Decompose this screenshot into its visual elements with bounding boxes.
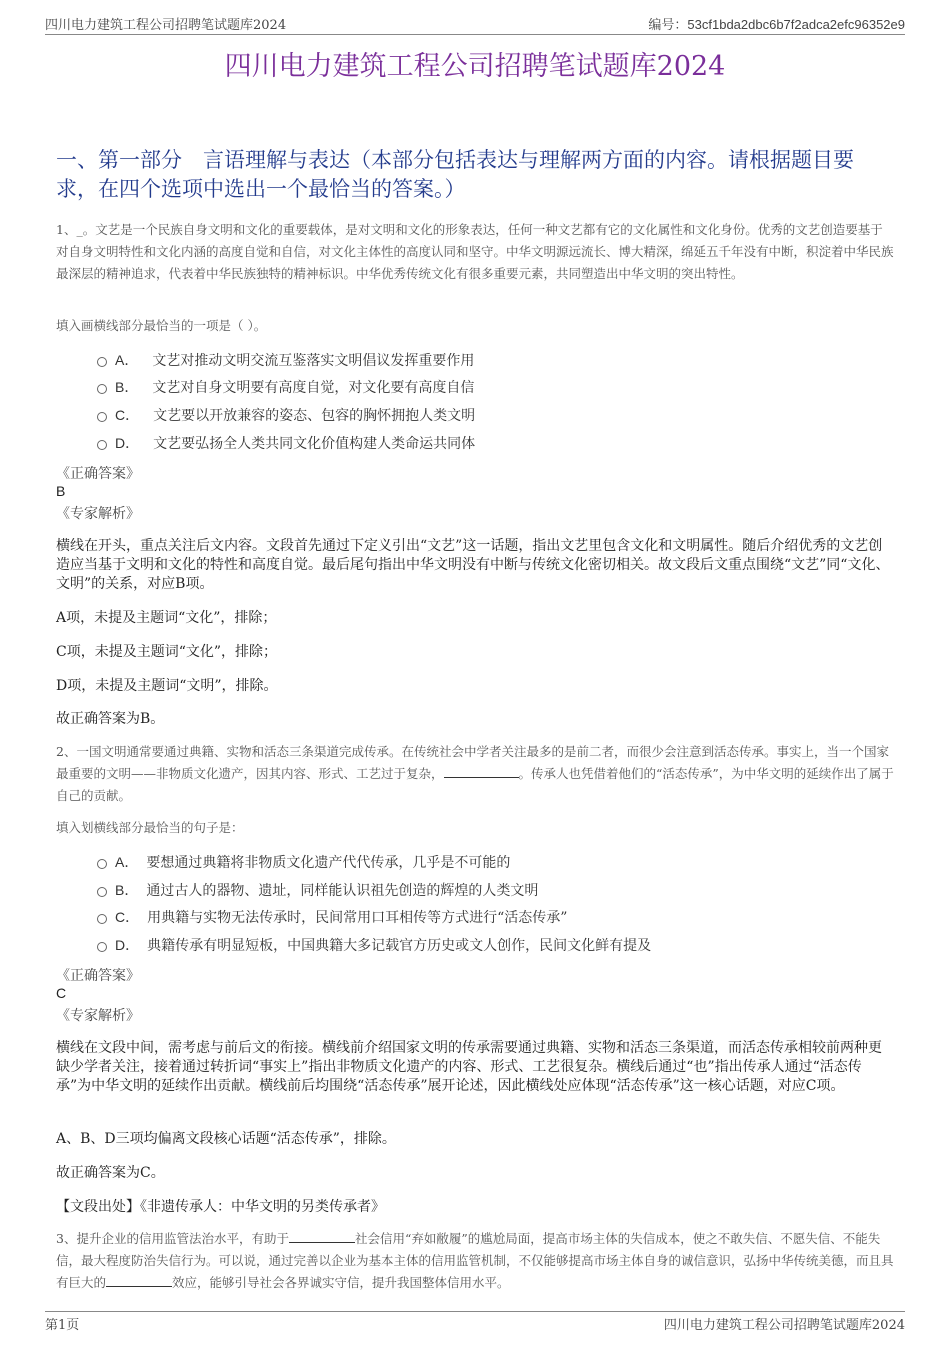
q1-conclusion: 故正确答案为B。 [56,711,165,727]
q2-option-a[interactable] [97,852,510,872]
q1-text: 1、_。文艺是一个民族自身文明和文化的重要载体，是对文明和文化的形象表达，任何一种文艺都有它的文化属性和文化身份。优秀的文艺创造要基于对自身文明特性和文化内涵的高度自觉和自信，对文化主体性的高度认同和坚守。中华文明源远流长、博大精深，绵延五千年没有中断，积淀着中华民族最深层的精神追求，代表着中华民族独特的精神标识。中华优秀传统文化有很多重要元素，共同塑造出中华文明的突出特性。 [56,222,894,281]
option-label: C． [115,909,140,925]
option-text: 文艺对推动文明交流互鉴落实文明倡议发挥重要作用 [152,353,475,369]
option-text: 文艺对自身文明要有高度自觉，对文化要有高度自信 [152,380,475,396]
page-footer [45,1311,905,1334]
q2-option-b[interactable] [97,880,538,900]
radio-icon[interactable] [97,914,107,924]
q2-answer-label: 《正确答案》 [56,968,140,984]
q2-analysis: 横线在文段中间，需考虑与前后文的衔接。横线前介绍国家文明的传承需要通过典籍、实物和活态三条渠道，而活态传承相较前两种更缺少学者关注，接着通过转折词“事实上”指出非物质文化遗产的内容、形式、工艺很复杂。横线后通过“也”指出传承人通过“活态传承”为中华文明的延续作出贡献。横线前后均围绕“活态传承”展开论述，因此横线处应体现“活态传承”这一核心话题，对应C项。 [56,1040,882,1094]
option-text: 文艺要以开放兼容的姿态、包容的胸怀拥抱人类文明 [153,408,476,424]
q1-note: A项，未提及主题词“文化”，排除； [56,610,277,626]
q1-option-d[interactable] [97,433,475,453]
header-doc-title: 四川电力建筑工程公司招聘笔试题库2024 [45,18,287,33]
radio-icon[interactable] [97,859,107,869]
section-heading: 一、第一部分 言语理解与表达（本部分包括表达与理解两方面的内容。请根据题目要求，在四个选项中选出一个最恰当的答案。） [56,148,854,201]
q2-prompt: 填入划横线部分最恰当的句子是： [56,820,244,835]
page-title: 四川电力建筑工程公司招聘笔试题库2024 [224,51,726,82]
q1-analysis-label: 《专家解析》 [56,506,140,522]
option-label: B． [115,882,139,898]
q2-text-before: 2、一国文明通常要通过典籍、实物和活态三条渠道完成传承。在传统社会中学者关注最多的是前二者，而很少会注意到活态传承。事实上，当一个国家最重要的文明——非物质文化遗产，因其内容、形式、工艺过于复杂， [56,744,889,781]
radio-icon[interactable] [97,440,107,450]
radio-icon[interactable] [97,357,107,367]
q2-source: 【文段出处】《非遗传承人：中华文明的另类传承者》 [56,1199,385,1215]
q1-option-a[interactable] [97,350,474,370]
option-text: 文艺要弘扬全人类共同文化价值构建人类命运共同体 [153,436,476,452]
q1-note: D项，未提及主题词“文明”，排除。 [56,678,278,694]
q1-note: C项，未提及主题词“文化”，排除； [56,644,278,660]
q1-analysis: 横线在开头，重点关注后文内容。文段首先通过下定义引出“文艺”这一话题，指出文艺里包含文化和文明属性。随后介绍优秀的文艺创造应当基于文明和文化的特性和高度自觉。最后尾句指出中华文明没有中断与传统文化密切相关。故文段后文重点围绕“文艺”同“文化、文明”的关系，对应B项。 [56,538,890,592]
option-label: B． [115,379,139,395]
radio-icon[interactable] [97,384,107,394]
fill-blank [289,1230,355,1243]
q2-option-c[interactable] [97,907,567,927]
q1-prompt: 填入画横线部分最恰当的一项是（ ）。 [56,318,267,333]
option-label: A． [115,854,139,870]
radio-icon[interactable] [97,412,107,422]
footer-doc-title: 四川电力建筑工程公司招聘笔试题库2024 [663,1318,905,1333]
fill-blank [444,765,519,778]
q2-answer: C [56,985,67,1001]
option-label: D． [115,937,140,953]
q1-answer: B [56,483,66,499]
radio-icon[interactable] [97,942,107,952]
q2-analysis-label: 《专家解析》 [56,1008,140,1024]
q2-conclusion: 故正确答案为C。 [56,1165,165,1181]
option-text: 通过古人的器物、遗址，同样能认识祖先创造的辉煌的人类文明 [146,883,539,899]
option-text: 要想通过典籍将非物质文化遗产代代传承，几乎是不可能的 [146,855,511,871]
q1-option-b[interactable] [97,377,474,397]
option-text: 用典籍与实物无法传承时，民间常用口耳相传等方式进行“活态传承” [147,910,568,926]
q3-text-a: 3、提升企业的信用监管法治水平，有助于 [56,1231,289,1246]
option-label: D． [115,435,140,451]
q1-option-c[interactable] [97,405,475,425]
q2-text [56,741,895,807]
q2-note: A、B、D三项均偏离文段核心话题“活态传承”，排除。 [56,1131,396,1147]
radio-icon[interactable] [97,887,107,897]
q2-option-d[interactable] [97,935,651,955]
q3-text [56,1228,895,1294]
header-doc-number: 编号：53cf1bda2dbc6b7f2adca2efc96352e9 [648,17,905,32]
option-text: 典籍传承有明显短板，中国典籍大多记载官方历史或文人创作，民间文化鲜有提及 [147,938,652,954]
option-label: C． [115,407,140,423]
q1-answer-label: 《正确答案》 [56,466,140,482]
page-number: 第1页 [45,1318,80,1333]
q3-text-b: 社会信用“弃如敝履”的尴尬局面，提高市场主体的失信成本，使之不敢失信、不愿失信、不能失信，最大程度防治失信行为。可以说，通过完善以企业为基本主体的信用监管机制，不仅能够提高市场主体自身的诚信意识，弘扬中华传统美德，而且具有巨大的 [56,1231,894,1290]
q3-text-c: 效应，能够引导社会各界诚实守信，提升我国整体信用水平。 [172,1275,510,1290]
option-label: A． [115,352,139,368]
q2-text-after: 。传承人也凭借着他们的“活态传承”，为中华文明的延续作出了属于自己的贡献。 [56,766,894,803]
page-header [45,14,905,35]
fill-blank [106,1274,172,1287]
